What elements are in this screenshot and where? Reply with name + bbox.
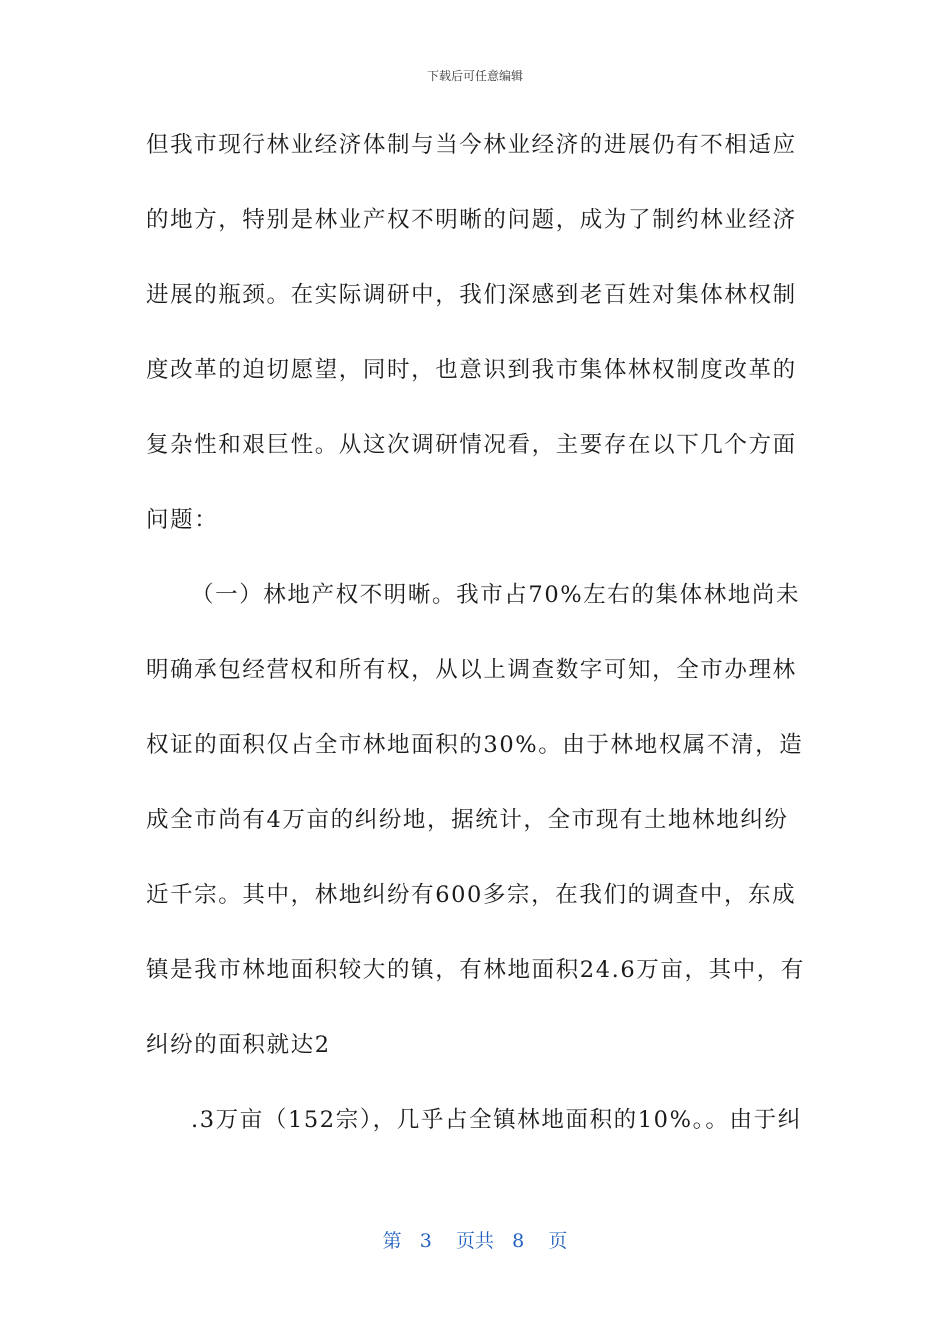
paragraph-line: 复杂性和艰巨性。从这次调研情况看，主要存在以下几个方面 xyxy=(146,432,797,458)
paragraph-line: 镇是我市林地面积较大的镇，有林地面积24.6万亩，其中，有 xyxy=(146,957,805,983)
paragraph-line: 的地方，特别是林业产权不明晰的问题，成为了制约林业经济 xyxy=(146,207,797,233)
paragraph-line: 问题： xyxy=(146,507,219,533)
paragraph-line: 进展的瓶颈。在实际调研中，我们深感到老百姓对集体林权制 xyxy=(146,282,797,308)
page-footer xyxy=(0,1226,950,1253)
paragraph-line: 纠纷的面积就达2 xyxy=(146,1032,331,1058)
page-number: 3 xyxy=(419,1230,432,1252)
section-heading-line: （一）林地产权不明晰。我市占70%左右的集体林地尚未 xyxy=(191,582,801,608)
total-pages: 8 xyxy=(512,1230,525,1252)
document-body xyxy=(146,123,806,1173)
paragraph-line: 度改革的迫切愿望，同时，也意识到我市集体林权制度改革的 xyxy=(146,357,797,383)
page-label: 第 xyxy=(382,1230,402,1252)
paragraph-line: 但我市现行林业经济体制与当今林业经济的进展仍有不相适应 xyxy=(146,132,797,158)
paragraph-line: 近千宗。其中，林地纠纷有600多宗，在我们的调查中，东成 xyxy=(146,882,797,908)
paragraph-line: 权证的面积仅占全市林地面积的30%。由于林地权属不清，造 xyxy=(146,732,804,758)
paragraph-line: 明确承包经营权和所有权，从以上调查数字可知，全市办理林 xyxy=(146,657,797,683)
total-label: 页共 xyxy=(455,1230,494,1252)
page-suffix: 页 xyxy=(548,1230,568,1252)
page-header: 下载后可任意编辑 xyxy=(426,69,523,83)
paragraph-line: 成全市尚有4万亩的纠纷地，据统计，全市现有土地林地纠纷 xyxy=(146,807,789,833)
paragraph-line: .3万亩（152宗），几乎占全镇林地面积的10%。。由于纠 xyxy=(191,1107,802,1133)
